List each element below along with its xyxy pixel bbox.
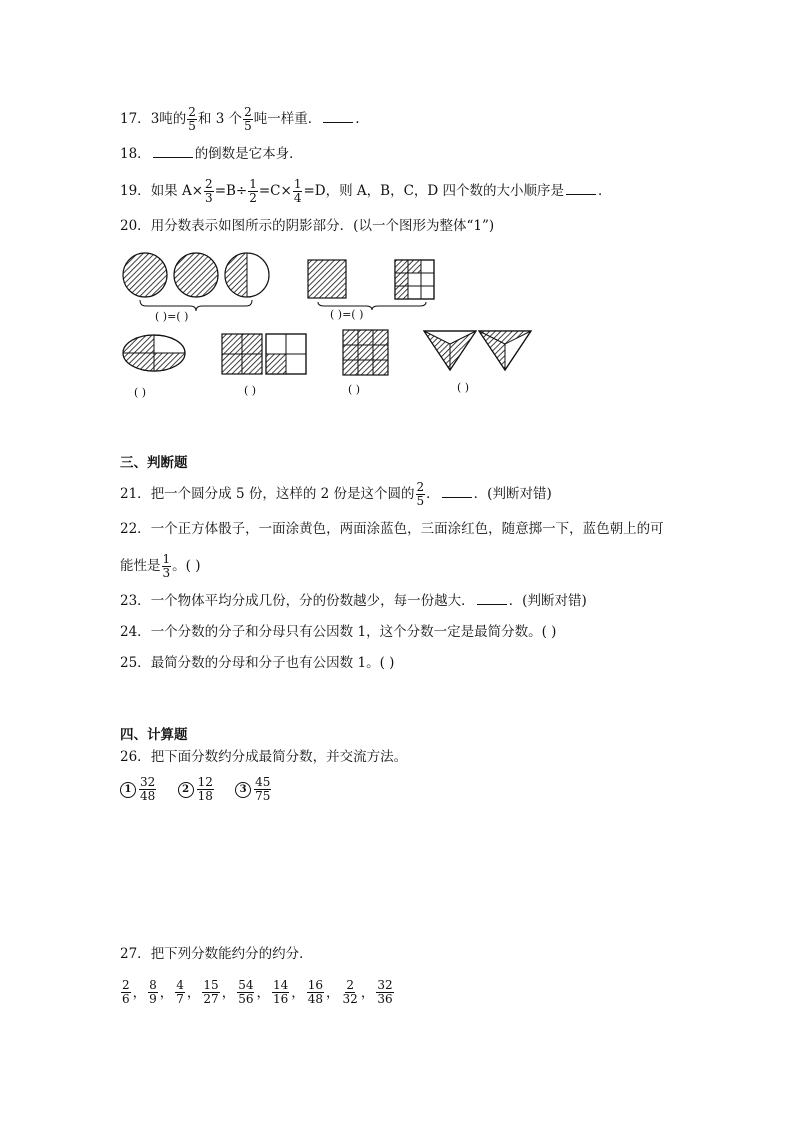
fraction: $\frac{2}{3}$ (205, 177, 213, 205)
fraction: $\frac{2}{32}$ (342, 978, 358, 1006)
question-number: 25． (120, 655, 151, 671)
separator: ， (186, 984, 201, 1001)
fraction: $\frac{15}{27}$ (203, 978, 219, 1006)
answer-blank[interactable] (477, 592, 507, 605)
list-item: 3 $\frac{45}{75}$ (235, 776, 272, 803)
question-number: 27． (120, 946, 151, 962)
circle-half-shaded (225, 253, 269, 297)
question-18: 18． 的倒数是它本身． (120, 146, 303, 162)
question-number: 23． (120, 593, 151, 609)
question-24: 24．一个分数的分子和分母只有公因数 1，这个分数一定是最简分数。( ) (120, 624, 557, 640)
figure-caption: ( ) (348, 383, 361, 396)
circled-number: 2 (178, 782, 194, 798)
list-item (201, 979, 236, 1006)
separator: ， (326, 984, 340, 1001)
fraction: $\frac{8}{9}$ (149, 978, 157, 1006)
figure-caption: ( ) (457, 381, 470, 394)
fraction: $\frac{32}{36}$ (377, 978, 393, 1006)
question-number: 26． (120, 749, 151, 765)
question-22: 22．一个正方体骰子，一面涂黄色，两面涂蓝色，三面涂红色，随意掷一下，蓝色朝上的可 (120, 521, 664, 537)
separator: ， (291, 984, 305, 1001)
separator: ， (159, 984, 174, 1001)
figure-caption: ( )=( ) (330, 308, 364, 321)
separator: ， (132, 984, 147, 1001)
list-item (236, 979, 271, 1006)
circled-number: 1 (120, 782, 136, 798)
grid-square-2x2-shaded (222, 334, 262, 374)
triangle-shaded-2 (479, 331, 531, 370)
question-20: 20．用分数表示如图所示的阴影部分．(以一个图形为整体“1”) (120, 218, 495, 234)
list-item: 1 $\frac{32}{48}$ (120, 776, 157, 803)
fraction: $\frac{2}{5}$ (244, 105, 252, 133)
grid-square-3x3 (395, 260, 434, 299)
question-number: 21． (120, 486, 151, 502)
question-26: 26．把下面分数约分成最简分数，并交流方法。 (120, 749, 408, 765)
grid-square-2x2-partial (266, 334, 306, 374)
circle-shaded-2 (174, 253, 218, 297)
separator: ， (256, 984, 270, 1001)
fraction: $\frac{14}{16}$ (272, 978, 289, 1006)
list-item (306, 979, 341, 1006)
question-23: 23．一个物体平均分成几份，分的份数越少，每一份越大． ．(判断对错) (120, 593, 587, 609)
fraction: $\frac{1}{3}$ (162, 552, 171, 580)
question-number: 20． (120, 218, 151, 234)
circled-number: 3 (235, 782, 251, 798)
square-shaded (308, 260, 346, 298)
triangle-shaded-1 (424, 331, 476, 370)
fraction: $\frac{2}{5}$ (416, 480, 425, 508)
question-number: 22． (120, 521, 151, 537)
fraction: $\frac{1}{2}$ (249, 177, 257, 205)
question-25: 25．最简分数的分母和分子也有公因数 1。( ) (120, 655, 395, 671)
figure-caption: ( )=( ) (155, 310, 189, 323)
list-item (120, 979, 147, 1006)
figure-caption: ( ) (134, 386, 147, 399)
question-19: 19．如果 A× $\frac{2}{3}$ =B÷ $\frac{1}{2}$ =C× $\frac{1}{4}$ =D，则 A，B，C，D 四个数的大小顺序是 ． (120, 177, 612, 205)
separator: ， (360, 984, 375, 1001)
shaded-figures (0, 0, 794, 420)
grid-square-3x3-shaded (343, 330, 388, 375)
list-item (174, 979, 201, 1006)
list-item (375, 979, 394, 1006)
question-number: 24． (120, 624, 151, 640)
answer-parens[interactable]: 。( ) (172, 558, 201, 574)
section-title: 三、判断题 (120, 455, 188, 471)
circle-shaded-1 (123, 253, 167, 297)
question-27-items (120, 975, 395, 1006)
separator: ， (221, 984, 236, 1001)
question-21: 21．把一个圆分成 5 份，这样的 2 份是这个圆的 $\frac{2}{5}$ ． ．(判断对错) (120, 480, 552, 508)
list-item: 2 $\frac{12}{18}$ (178, 776, 215, 803)
fraction: $\frac{2}{5}$ (188, 105, 196, 133)
question-17: 17．3吨的 $\frac{2}{5}$ 和 3 个 $\frac{2}{5}$ 吨一样重． . (120, 105, 360, 133)
fraction: $\frac{16}{48}$ (307, 978, 324, 1006)
fraction: $\frac{2}{6}$ (122, 978, 130, 1006)
list-item (271, 979, 306, 1006)
question-22-cont: 能性是 $\frac{1}{3}$ 。( ) (120, 552, 201, 580)
section-title: 四、计算题 (120, 727, 188, 743)
fraction: $\frac{1}{4}$ (293, 177, 302, 205)
answer-blank[interactable] (442, 485, 472, 498)
question-27: 27．把下列分数能约分的约分． (120, 946, 313, 962)
list-item (147, 979, 174, 1006)
fraction: $\frac{4}{7}$ (176, 978, 184, 1006)
question-26-items (120, 776, 272, 803)
list-item (341, 979, 376, 1006)
fraction: $\frac{54}{56}$ (238, 978, 254, 1006)
ellipse-quarters (123, 335, 185, 371)
question-number: 18． (120, 146, 151, 162)
figure-caption: ( ) (244, 384, 257, 397)
question-number: 17． (120, 111, 151, 127)
question-number: 19． (120, 183, 151, 199)
